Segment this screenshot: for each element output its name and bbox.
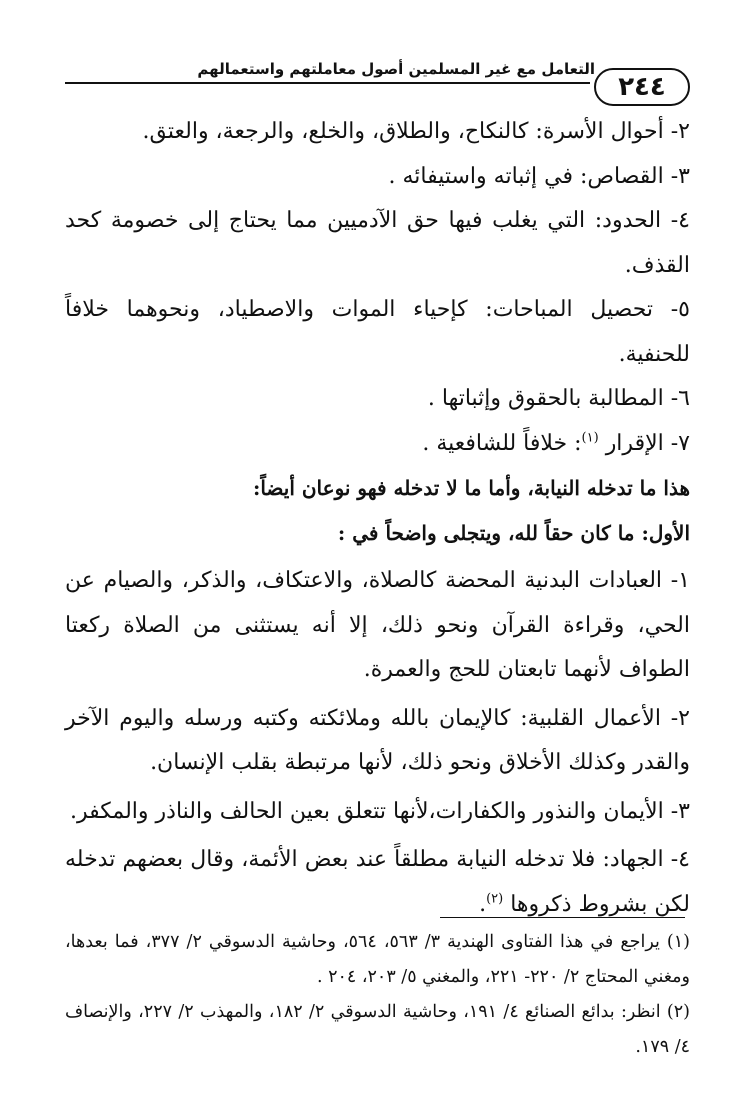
footnote-1: (١) يراجع في هذا الفتاوى الهندية ٣/ ٥٦٣، ٥٦٤، وحاشية الدسوقي ٢/ ٣٧٧، فما بعدها، ومغني المحتاج ٢/ ٢٢٠- ٢٢١، والمغني ٥/ ٢٠٣، ٢٠٤ . [65,932,690,987]
item-family: ٢- أحوال الأسرة: كالنكاح، والطلاق، والخلع، والرجعة، والعتق. [142,119,690,144]
item-jihad [65,838,690,927]
header-rule [65,82,590,84]
item-jihad-text: ٤- الجهاد: فلا تدخله النيابة مطلقاً عند بعض الأئمة، وقال بعضهم تدخله لكن بشروط ذكروها [65,847,690,917]
item-hudud: ٤- الحدود: التي يغلب فيها حق الآدميين مما يحتاج إلى خصومة كحد القذف. [65,208,690,278]
item-mubahat: ٥- تحصيل المباحات: كإحياء الموات والاصطياد، ونحوهما خلافاً للحنفية. [65,297,690,367]
first-type-heading: الأول: ما كان حقاً لله، ويتجلى واضحاً في : [337,520,690,545]
item-jihad-tail: . [479,891,487,917]
item-iqrar-text: ٧- الإقرار [605,430,690,456]
footnote-ref-1[interactable]: (١) [581,430,599,446]
item-rights: ٦- المطالبة بالحقوق وإثباتها . [427,386,690,411]
footnotes [65,925,690,1065]
footnote-2: (٢) انظر: بدائع الصنائع ٤/ ١٩١، وحاشية الدسوقي ٢/ ١٨٢، والمهذب ٢/ ٢٢٧، والإنصاف ٤/ ١٧٩. [65,1002,690,1057]
footnote-divider [440,917,685,918]
page-header [40,48,690,118]
item-iqrar-tail: : خلافاً للشافعية . [422,430,582,456]
item-oaths: ٣- الأيمان والنذور والكفارات،لأنها تتعلق بعين الحالف والناذر والمكفر. [69,798,690,824]
summary-line: هذا ما تدخله النيابة، وأما ما لا تدخله فهو نوعان أيضاً: [252,476,690,500]
item-heart: ٢- الأعمال القلبية: كالإيمان بالله وملائكته وكتبه ورسله واليوم الآخر والقدر وكذلك الأخلاق ونحو ذلك، لأنها مرتبطة بقلب الإنسان. [65,705,690,775]
main-text [65,110,690,927]
item-qisas: ٣- القصاص: في إثباته واستيفائه . [388,163,690,189]
running-title: التعامل مع غير المسلمين أصول معاملتهم واستعمالهم [197,60,595,78]
footnote-ref-2[interactable]: (٢) [486,891,504,907]
item-iqrar [65,422,690,467]
item-worship: ١- العبادات البدنية المحضة كالصلاة، والاعتكاف، والذكر، والصيام عن الحي، وقراءة القرآن ونحو ذلك، إلا أنه يستثنى من الصلاة ركعتا الطواف لأنهما تابعتان للحج والعمرة. [65,568,690,682]
page-number: ٢٤٤ [594,68,690,106]
